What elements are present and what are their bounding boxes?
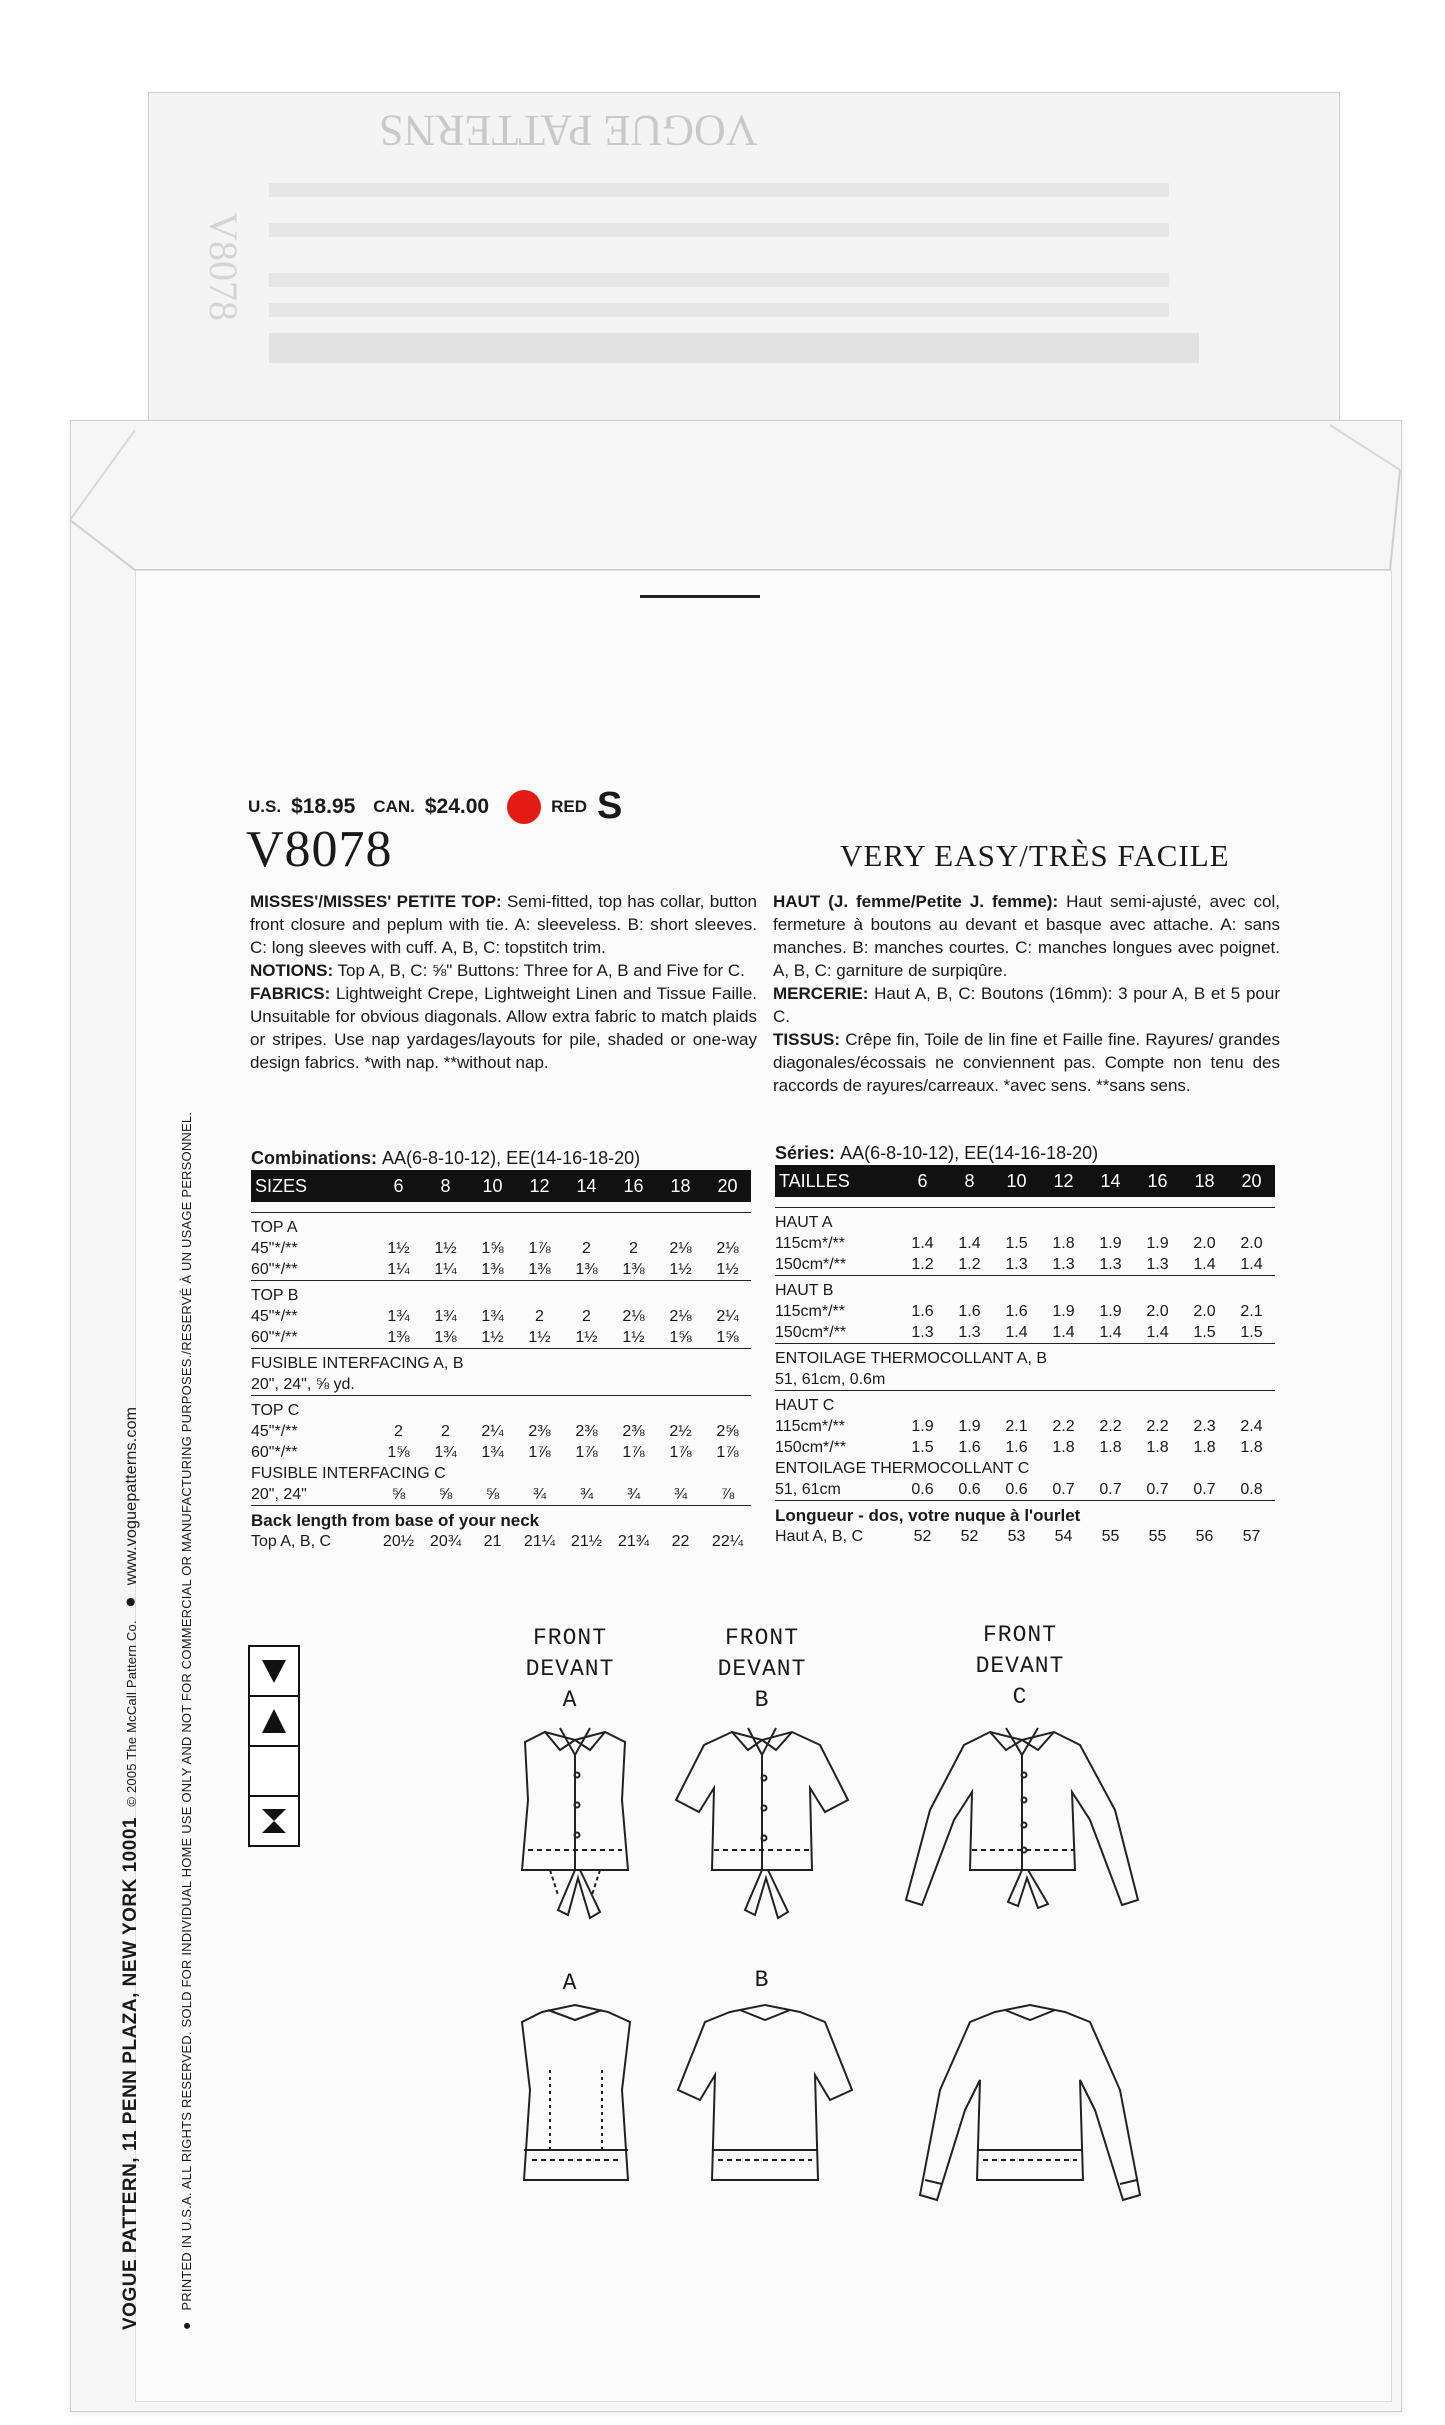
en-cell: 1⅝ <box>716 1328 739 1346</box>
en-cell: 1¾ <box>387 1307 410 1325</box>
fr-row-label: 150cm*/** <box>775 1438 847 1456</box>
fr-combinations-label: Séries: <box>775 1143 836 1163</box>
fr-cell: 1.4 <box>958 1234 981 1252</box>
en-cell: 2¼ <box>481 1422 504 1440</box>
fr-cell: 1.8 <box>1099 1438 1122 1456</box>
en-fabrics-label: FABRICS: <box>250 984 331 1003</box>
fr-header-cell: TAILLES <box>775 1165 899 1197</box>
en-back-cell: 21½ <box>570 1532 603 1550</box>
fr-cell: 1.4 <box>1240 1255 1263 1273</box>
fr-cell: 2.3 <box>1193 1417 1216 1435</box>
fr-desc: Haut semi-ajusté, avec col, fermeture à boutons au devant et basque avec attache. A: sans manches. B: manches courtes. C: manches longues avec poignet. A, B, C: garniture de surpiqûre. <box>773 892 1280 980</box>
en-fabrics: Lightweight Crepe, Lightweight Linen and Tissue Faille. Unsuitable for obvious diagonals. Allow extra fabric to match plaids or stripes. Use nap yardages/layouts for pile, shaded or one-way design fabrics. *with nap. **without nap. <box>250 984 757 1072</box>
en-combinations-value: AA(6-8-10-12), EE(14-16-18-20) <box>382 1148 641 1168</box>
en-cell: 1½ <box>481 1328 504 1346</box>
fr-cell: 1.3 <box>1099 1255 1122 1273</box>
fr-notions-label: MERCERIE: <box>773 984 869 1003</box>
can-price: $24.00 <box>424 794 490 818</box>
fr-back-label: Haut A, B, C <box>775 1527 864 1545</box>
fr-cell: 1.3 <box>1052 1255 1075 1273</box>
fr-header-cell: 10 <box>993 1165 1040 1197</box>
difficulty-label: VERY EASY/TRÈS FACILE <box>840 838 1230 873</box>
fr-row-label: ENTOILAGE THERMOCOLLANT C <box>775 1459 1030 1477</box>
english-description <box>250 890 757 1074</box>
fr-header-row <box>775 1165 1275 1197</box>
en-header-cell: 18 <box>657 1170 704 1202</box>
en-cell: 1¾ <box>481 1443 504 1461</box>
en-cell: ¾ <box>532 1485 547 1503</box>
fr-header-cell: 18 <box>1181 1165 1228 1197</box>
fr-back-row <box>775 1526 1275 1547</box>
en-cell: 1⅝ <box>669 1328 692 1346</box>
fr-row-label: 150cm*/** <box>775 1323 847 1341</box>
en-row-label: TOP C <box>251 1396 751 1422</box>
fr-cell: 1.6 <box>911 1302 934 1320</box>
en-cell: 2½ <box>669 1422 692 1440</box>
en-header-cell: 14 <box>563 1170 610 1202</box>
en-row-label: 20", 24", ⅝ yd. <box>251 1375 355 1393</box>
flap-ghost-number: V8078 <box>200 212 246 321</box>
fr-row-label: 51, 61cm <box>775 1480 841 1498</box>
fr-row-label: 150cm*/** <box>775 1255 847 1273</box>
fr-cell: 1.5 <box>1240 1323 1263 1341</box>
en-cell: 1⅜ <box>387 1328 410 1346</box>
en-cell: 1½ <box>716 1260 739 1278</box>
view-c-front-illustration <box>900 1720 1145 1920</box>
en-cell: 2⅛ <box>669 1307 692 1325</box>
en-cell: 1⅞ <box>575 1443 598 1461</box>
fr-row <box>775 1233 1275 1254</box>
fr-row <box>775 1458 1275 1479</box>
en-row <box>251 1421 751 1442</box>
fr-header-cell: 8 <box>946 1165 993 1197</box>
fr-cell: 2.1 <box>1005 1417 1028 1435</box>
fr-back-cell: 55 <box>1148 1527 1167 1545</box>
side-legal-text-2: ● PRINTED IN U.S.A. ALL RIGHTS RESERVED. SOLD FOR INDIVIDUAL HOME USE ONLY AND NOT FOR COMMERCIAL OR MANUFACTURING PURPOSES./RESERVÉ À UN USAGE PERSONNEL. <box>178 1111 194 2330</box>
fr-cell: 2.0 <box>1240 1234 1263 1252</box>
fr-back-cell: 53 <box>1007 1527 1026 1545</box>
fr-cell: 1.5 <box>911 1438 934 1456</box>
fr-cell: 0.7 <box>1193 1480 1216 1498</box>
fr-cell: 1.4 <box>1052 1323 1075 1341</box>
en-row-label: 45"*/** <box>251 1422 298 1440</box>
en-row-label: 20", 24" <box>251 1485 307 1503</box>
fr-cell: 1.8 <box>1240 1438 1263 1456</box>
fr-back-cell: 52 <box>913 1527 932 1545</box>
en-cell: 1⅜ <box>575 1260 598 1278</box>
fr-cell: 1.8 <box>1146 1438 1169 1456</box>
en-cell: 1½ <box>575 1328 598 1346</box>
fr-notions: Haut A, B, C: Boutons (16mm): 3 pour A, B et 5 pour C. <box>773 984 1280 1026</box>
fr-cell: 2.1 <box>1240 1302 1263 1320</box>
en-cell: ¾ <box>626 1485 641 1503</box>
en-cell: 1⅝ <box>481 1239 504 1257</box>
fr-cell: 2.2 <box>1099 1417 1122 1435</box>
fr-cell: 1.5 <box>1005 1234 1028 1252</box>
view-label-c: FRONT DEVANT C <box>975 1622 1065 1710</box>
fr-back-cell: 54 <box>1054 1527 1073 1545</box>
fr-back-cell: 57 <box>1242 1527 1261 1545</box>
fr-back-title: Longueur - dos, votre nuque à l'ourlet <box>775 1501 1275 1527</box>
french-description <box>773 890 1280 1097</box>
en-header-cell: 20 <box>704 1170 751 1202</box>
en-cell: 1½ <box>622 1328 645 1346</box>
en-row <box>251 1327 751 1349</box>
en-row <box>251 1374 751 1396</box>
en-back-label: Top A, B, C <box>251 1532 332 1550</box>
en-row <box>251 1259 751 1281</box>
en-row <box>251 1306 751 1327</box>
fr-back-cell: 55 <box>1101 1527 1120 1545</box>
fr-cell: 0.7 <box>1099 1480 1122 1498</box>
fr-row <box>775 1254 1275 1276</box>
fr-cell: 1.2 <box>958 1255 981 1273</box>
fr-fabrics: Crêpe fin, Toile de lin fine et Faille fine. Rayures/ grandes diagonales/écossais ne conviennent pas. Compte non tenu des raccords de rayures/carreaux. *avec sens. **sans sens. <box>773 1030 1280 1095</box>
fr-combinations-value: AA(6-8-10-12), EE(14-16-18-20) <box>840 1143 1099 1163</box>
en-cell: 2 <box>582 1307 591 1325</box>
fr-cell: 0.8 <box>1240 1480 1263 1498</box>
view-b-back-illustration <box>670 2000 860 2200</box>
fr-cell: 1.6 <box>958 1438 981 1456</box>
side-address: VOGUE PATTERN, 11 PENN PLAZA, NEW YORK 10001 <box>120 1817 141 2330</box>
fr-cell: 1.6 <box>958 1302 981 1320</box>
en-back-row <box>251 1531 751 1552</box>
fr-row <box>775 1479 1275 1501</box>
en-header-row <box>251 1170 751 1202</box>
fr-row-label: HAUT C <box>775 1391 1275 1417</box>
en-cell: 2 <box>582 1239 591 1257</box>
en-cell: 1¾ <box>434 1443 457 1461</box>
fr-cell: 1.2 <box>911 1255 934 1273</box>
en-cell: 1½ <box>528 1328 551 1346</box>
side-printed: PRINTED IN U.S.A. ALL RIGHTS RESERVED. SOLD FOR INDIVIDUAL HOME USE ONLY AND NOT FOR COMMERCIAL OR MANUFACTURING PURPOSES./RESERVÉ À UN USAGE PERSONNEL. <box>179 1111 194 2311</box>
fr-table <box>775 1165 1275 1547</box>
fr-cell: 1.4 <box>1005 1323 1028 1341</box>
en-back-cell: 21¾ <box>617 1532 650 1550</box>
en-cell: 1⅞ <box>528 1239 551 1257</box>
en-combinations <box>251 1148 640 1169</box>
en-cell: 2 <box>441 1422 450 1440</box>
en-cell: 2 <box>629 1239 638 1257</box>
en-cell: 1⅞ <box>528 1443 551 1461</box>
fr-cell: 1.4 <box>1099 1323 1122 1341</box>
en-cell: 1¾ <box>434 1307 457 1325</box>
fr-cell: 0.7 <box>1146 1480 1169 1498</box>
en-cell: 1¼ <box>387 1260 410 1278</box>
en-cell: ⅝ <box>485 1485 500 1503</box>
en-cell: 1¾ <box>481 1307 504 1325</box>
fr-cell: 2.2 <box>1052 1417 1075 1435</box>
fr-cell: 1.3 <box>1005 1255 1028 1273</box>
fr-title: HAUT (J. femme/Petite J. femme): <box>773 892 1059 911</box>
en-header-cell: 6 <box>375 1170 422 1202</box>
en-cell: 2⅛ <box>622 1307 645 1325</box>
fr-row <box>775 1301 1275 1322</box>
us-price: $18.95 <box>291 794 356 818</box>
fr-cell: 1.4 <box>1193 1255 1216 1273</box>
en-row-label: 45"*/** <box>251 1239 298 1257</box>
en-back-cell: 22 <box>671 1532 690 1550</box>
fr-row-label: 51, 61cm, 0.6m <box>775 1370 886 1388</box>
fr-cell: 1.3 <box>1146 1255 1169 1273</box>
en-row <box>251 1442 751 1463</box>
fr-cell: 0.6 <box>1005 1480 1028 1498</box>
layout-icons <box>248 1645 296 1845</box>
en-cell: ¾ <box>579 1485 594 1503</box>
fr-header-cell: 16 <box>1134 1165 1181 1197</box>
fr-cell: 1.9 <box>958 1417 981 1435</box>
fr-header-cell: 14 <box>1087 1165 1134 1197</box>
en-back-cell: 22¼ <box>711 1532 744 1550</box>
fr-cell: 1.5 <box>1193 1323 1216 1341</box>
en-notions-label: NOTIONS: <box>250 961 334 980</box>
en-cell: 1⅜ <box>622 1260 645 1278</box>
en-cell: 1¼ <box>434 1260 457 1278</box>
fr-yardage-table <box>775 1165 1281 1547</box>
en-back-title-row <box>251 1506 751 1532</box>
fr-cell: 1.3 <box>958 1323 981 1341</box>
en-combinations-label: Combinations: <box>251 1148 377 1168</box>
fr-back-cell: 52 <box>960 1527 979 1545</box>
back-view-label-b: B <box>754 1967 770 1993</box>
fr-fabrics-label: TISSUS: <box>773 1030 841 1049</box>
en-cell: ⅝ <box>391 1485 406 1503</box>
en-cell: 1⅞ <box>669 1443 692 1461</box>
en-cell: 2⅛ <box>716 1239 739 1257</box>
fr-row <box>775 1208 1275 1234</box>
fr-row <box>775 1416 1275 1437</box>
fr-cell: 0.6 <box>958 1480 981 1498</box>
en-cell: 1½ <box>387 1239 410 1257</box>
side-copyright: © 2005 The McCall Pattern Co. <box>124 1620 139 1807</box>
side-legal-text: VOGUE PATTERN, 11 PENN PLAZA, NEW YORK 10001 © 2005 The McCall Pattern Co. ● www.voguepatterns.com <box>120 1406 141 2330</box>
en-cell: 2⅝ <box>716 1422 739 1440</box>
fr-cell: 1.8 <box>1193 1438 1216 1456</box>
fr-back-cell: 56 <box>1195 1527 1214 1545</box>
en-back-cell: 21 <box>483 1532 502 1550</box>
en-row-label: FUSIBLE INTERFACING C <box>251 1464 446 1482</box>
fr-row-label: 115cm*/** <box>775 1302 845 1320</box>
fr-cell: 1.9 <box>1099 1234 1122 1252</box>
fr-cell: 1.9 <box>1146 1234 1169 1252</box>
en-cell: ⅞ <box>720 1485 735 1503</box>
fr-back-title-row <box>775 1501 1275 1527</box>
en-cell: 1½ <box>434 1239 457 1257</box>
fr-cell: 2.4 <box>1240 1417 1263 1435</box>
fold-mark <box>640 595 760 598</box>
en-row-label: 45"*/** <box>251 1307 298 1325</box>
fr-row-label: 115cm*/** <box>775 1417 845 1435</box>
fr-row <box>775 1437 1275 1458</box>
fr-cell: 0.6 <box>911 1480 934 1498</box>
fr-header-cell: 6 <box>899 1165 946 1197</box>
triangle-up-icon <box>248 1695 300 1747</box>
en-desc: Semi-fitted, top has collar, button front closure and peplum with tie. A: sleeveless. B: short sleeves. C: long sleeves with cuff. A, B, C: topstitch trim. <box>250 892 757 957</box>
fr-cell: 1.9 <box>1099 1302 1122 1320</box>
en-cell: 2 <box>535 1307 544 1325</box>
view-a-back-illustration <box>510 2000 640 2200</box>
can-price-label: CAN. <box>373 796 415 816</box>
empty-box-icon <box>248 1745 300 1797</box>
side-website: www.voguepatterns.com <box>123 1406 140 1586</box>
view-c-back-illustration <box>915 2000 1145 2210</box>
en-row <box>251 1484 751 1506</box>
en-cell: 1½ <box>669 1260 692 1278</box>
en-cell: 1⅜ <box>481 1260 504 1278</box>
fr-cell: 1.6 <box>1005 1438 1028 1456</box>
en-row-label: FUSIBLE INTERFACING A, B <box>251 1349 751 1375</box>
fr-row <box>775 1369 1275 1391</box>
fr-cell: 1.4 <box>1146 1323 1169 1341</box>
pattern-number: V8078 <box>246 821 393 878</box>
fr-row <box>775 1322 1275 1344</box>
hourglass-icon <box>248 1795 300 1847</box>
fr-cell: 2.2 <box>1146 1417 1169 1435</box>
en-cell: 2 <box>394 1422 403 1440</box>
fr-cell: 0.7 <box>1052 1480 1075 1498</box>
back-view-label-a: A <box>562 1970 578 1996</box>
en-row <box>251 1463 751 1484</box>
en-row-label: 60"*/** <box>251 1443 298 1461</box>
color-label: RED <box>551 796 587 816</box>
en-cell: 2⅜ <box>528 1422 551 1440</box>
en-cell: 2⅜ <box>622 1422 645 1440</box>
fr-row <box>775 1276 1275 1302</box>
en-row-label: TOP B <box>251 1281 751 1307</box>
view-label-b: FRONT DEVANT B <box>717 1625 807 1713</box>
fr-cell: 2.0 <box>1146 1302 1169 1320</box>
fr-row <box>775 1344 1275 1370</box>
en-yardage-table <box>251 1170 757 1552</box>
fr-cell: 1.9 <box>1052 1302 1075 1320</box>
en-header-cell: SIZES <box>251 1170 375 1202</box>
en-header-cell: 8 <box>422 1170 469 1202</box>
en-cell: 1⅞ <box>622 1443 645 1461</box>
fr-row-label: 115cm*/** <box>775 1234 845 1252</box>
en-back-cell: 21¼ <box>523 1532 556 1550</box>
en-cell: 1⅝ <box>387 1443 410 1461</box>
en-back-cell: 20¾ <box>429 1532 462 1550</box>
fr-row <box>775 1391 1275 1417</box>
en-header-cell: 12 <box>516 1170 563 1202</box>
view-a-front-illustration <box>500 1720 650 1930</box>
fr-cell: 1.8 <box>1052 1234 1075 1252</box>
en-back-cell: 20½ <box>382 1532 415 1550</box>
us-price-label: U.S. <box>248 796 282 816</box>
en-row <box>251 1396 751 1422</box>
en-header-cell: 10 <box>469 1170 516 1202</box>
price-code: S <box>597 785 623 827</box>
en-cell: 2¼ <box>716 1307 739 1325</box>
en-table <box>251 1170 751 1552</box>
fr-cell: 1.8 <box>1052 1438 1075 1456</box>
fr-cell: 1.6 <box>1005 1302 1028 1320</box>
flap-ghost-brand: VOGUE PATTERNS <box>379 106 758 155</box>
en-row <box>251 1238 751 1259</box>
en-row <box>251 1349 751 1375</box>
fr-cell: 1.4 <box>911 1234 934 1252</box>
en-header-cell: 16 <box>610 1170 657 1202</box>
en-notions: Top A, B, C: ⅝" Buttons: Three for A, B and Five for C. <box>337 961 745 980</box>
en-back-title: Back length from base of your neck <box>251 1506 751 1532</box>
fr-cell: 2.0 <box>1193 1234 1216 1252</box>
fr-row-label: HAUT B <box>775 1276 1275 1302</box>
en-row-label: TOP A <box>251 1213 751 1239</box>
red-dot-icon <box>507 790 541 824</box>
en-cell: 1⅜ <box>528 1260 551 1278</box>
fr-header-cell: 12 <box>1040 1165 1087 1197</box>
view-b-front-illustration <box>670 1720 855 1930</box>
view-label-a: FRONT DEVANT A <box>525 1625 615 1713</box>
fr-combinations <box>775 1143 1098 1164</box>
en-row <box>251 1213 751 1239</box>
fr-cell: 2.0 <box>1193 1302 1216 1320</box>
en-cell: 2⅛ <box>669 1239 692 1257</box>
en-row <box>251 1281 751 1307</box>
fr-row-label: HAUT A <box>775 1208 1275 1234</box>
en-cell: 1⅞ <box>716 1443 739 1461</box>
fr-row-label: ENTOILAGE THERMOCOLLANT A, B <box>775 1344 1275 1370</box>
fr-header-cell: 20 <box>1228 1165 1275 1197</box>
fr-cell: 1.9 <box>911 1417 934 1435</box>
en-row-label: 60"*/** <box>251 1260 298 1278</box>
en-cell: 2⅜ <box>575 1422 598 1440</box>
en-row-label: 60"*/** <box>251 1328 298 1346</box>
fr-cell: 1.3 <box>911 1323 934 1341</box>
en-cell: ¾ <box>673 1485 688 1503</box>
en-cell: 1⅜ <box>434 1328 457 1346</box>
triangle-down-icon <box>248 1645 300 1697</box>
en-title: MISSES'/MISSES' PETITE TOP: <box>250 892 502 911</box>
en-cell: ⅝ <box>438 1485 453 1503</box>
